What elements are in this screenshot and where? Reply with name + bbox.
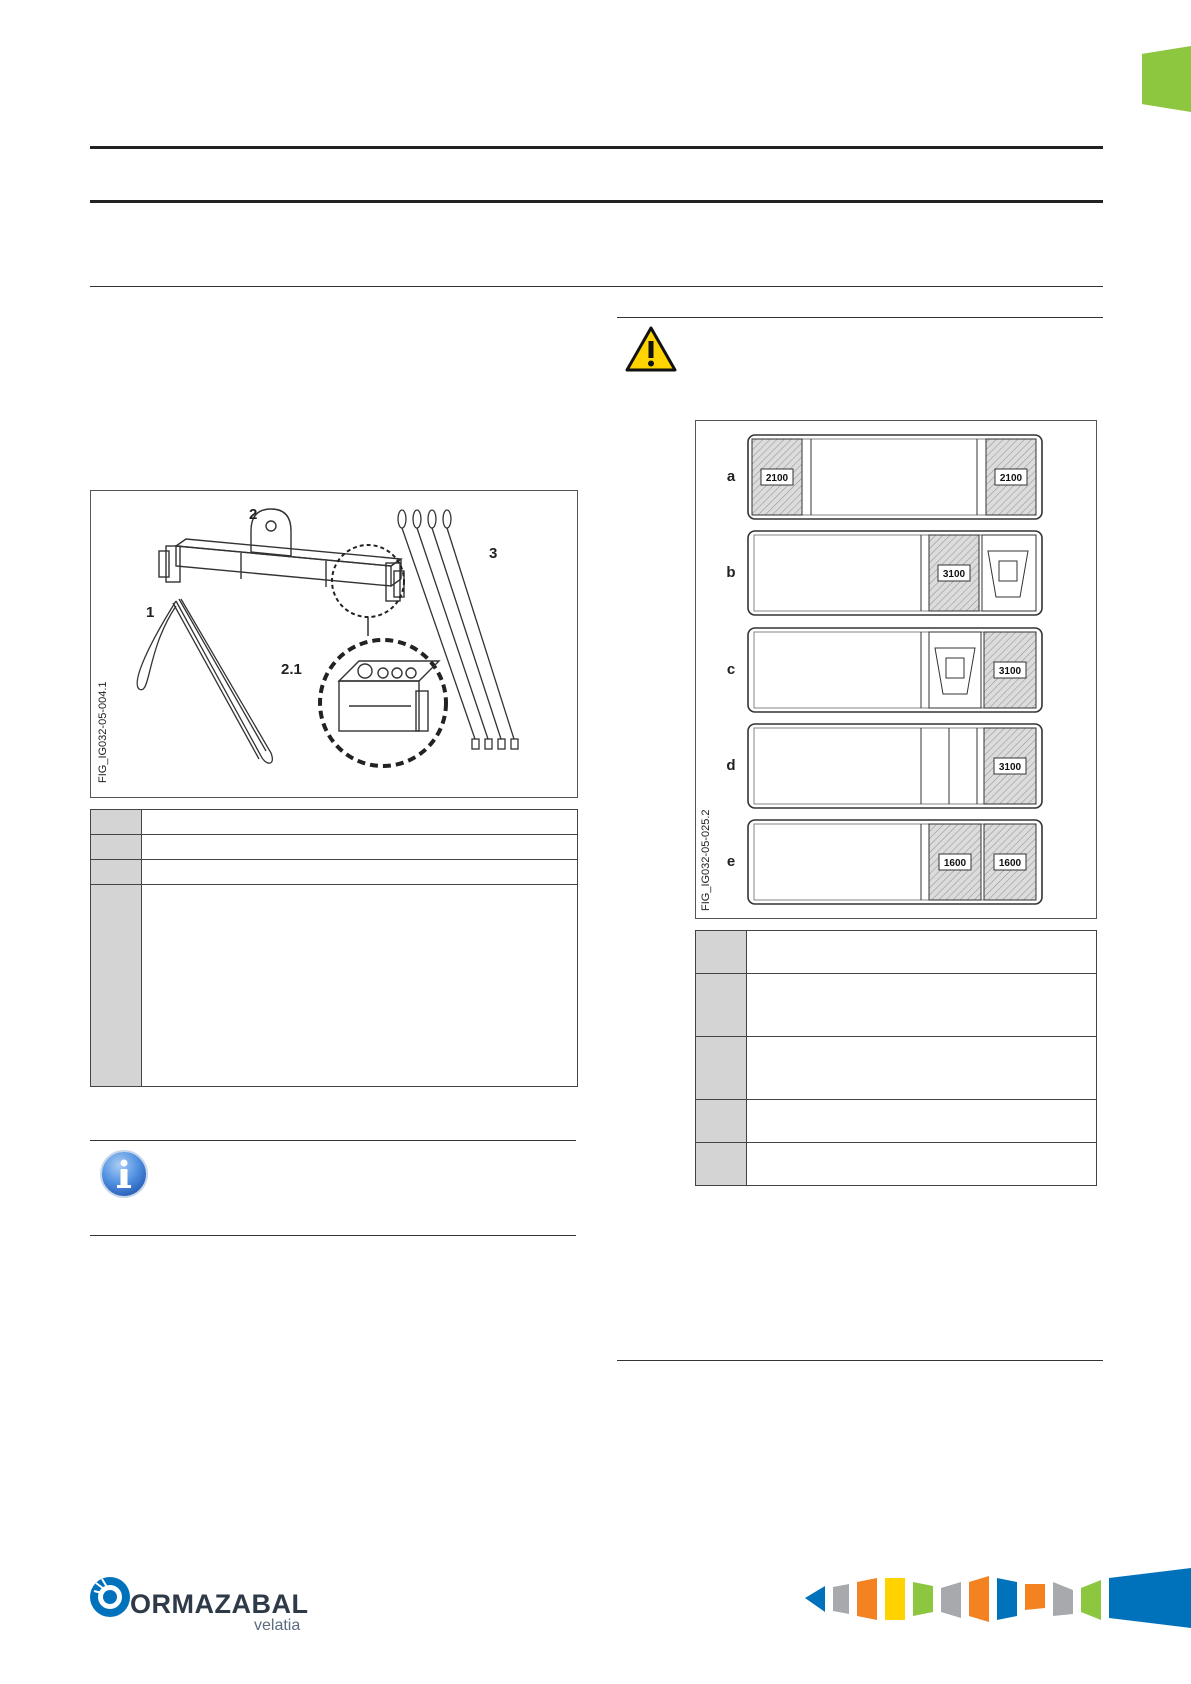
legend-value: [142, 810, 578, 835]
section-rule: [90, 286, 1103, 287]
legend-key: [91, 885, 142, 1087]
row-letter-e: e: [726, 853, 736, 870]
lifting-accessories-figure: [90, 490, 578, 798]
box-a-2: 2100: [999, 473, 1023, 484]
cell-arrangement-figure: [695, 420, 1097, 919]
note-rule-top: [90, 1140, 576, 1141]
box-e-1: 1600: [943, 858, 967, 869]
row-letter-b: b: [726, 564, 736, 581]
row-a: [727, 435, 1042, 519]
brand-name: ORMAZABAL: [130, 1589, 309, 1619]
legend-key: [91, 835, 142, 860]
row-letter-c: c: [726, 661, 736, 678]
box-c-1: 3100: [998, 666, 1022, 677]
legend-value: [142, 885, 578, 1087]
label-1: 1: [146, 604, 155, 621]
legend-key: [696, 931, 747, 974]
label-2: 2: [249, 506, 258, 523]
legend-value: [747, 1143, 1097, 1186]
section-tab: [1142, 46, 1191, 112]
right-bottom-rule: [617, 1360, 1103, 1361]
lifting-accessories-drawing: [91, 491, 577, 797]
legend-value: [747, 1037, 1097, 1100]
figure-id-right: FIG_IG032-05-025.2: [700, 809, 712, 911]
legend-key: [696, 1037, 747, 1100]
label-2-1: 2.1: [281, 661, 302, 678]
left-legend-table: [90, 809, 578, 1087]
row-c: [727, 628, 1042, 712]
label-3: 3: [489, 545, 498, 562]
box-a-1: 2100: [765, 473, 789, 484]
row-e: [727, 820, 1042, 904]
figure-id-left: FIG_IG032-05-004.1: [97, 681, 109, 783]
box-e-2: 1600: [998, 858, 1022, 869]
row-letter-a: a: [726, 468, 736, 485]
warning-rule-top: [617, 317, 1103, 318]
legend-value: [142, 835, 578, 860]
note-rule-bottom: [90, 1235, 576, 1236]
footer-color-strip: [805, 1568, 1191, 1628]
legend-value: [747, 931, 1097, 974]
legend-value: [747, 974, 1097, 1037]
row-letter-d: d: [726, 757, 736, 774]
ormazabal-logo-icon: [88, 1575, 132, 1619]
legend-key: [696, 1100, 747, 1143]
brand-sub: velatia: [254, 1617, 301, 1634]
header-rule-top: [90, 146, 1103, 149]
legend-key: [91, 860, 142, 885]
right-legend-table: [695, 930, 1097, 1186]
legend-key: [696, 1143, 747, 1186]
legend-value: [747, 1100, 1097, 1143]
cell-arrangement-drawing: [696, 421, 1096, 918]
row-b: [726, 531, 1042, 615]
warning-icon: [624, 325, 678, 373]
header-rule-bottom: [90, 200, 1103, 203]
legend-key: [696, 974, 747, 1037]
row-d: [726, 724, 1042, 808]
info-icon: [99, 1149, 149, 1199]
legend-key: [91, 810, 142, 835]
legend-value: [142, 860, 578, 885]
box-d-1: 3100: [998, 762, 1022, 773]
box-b-1: 3100: [942, 569, 966, 580]
